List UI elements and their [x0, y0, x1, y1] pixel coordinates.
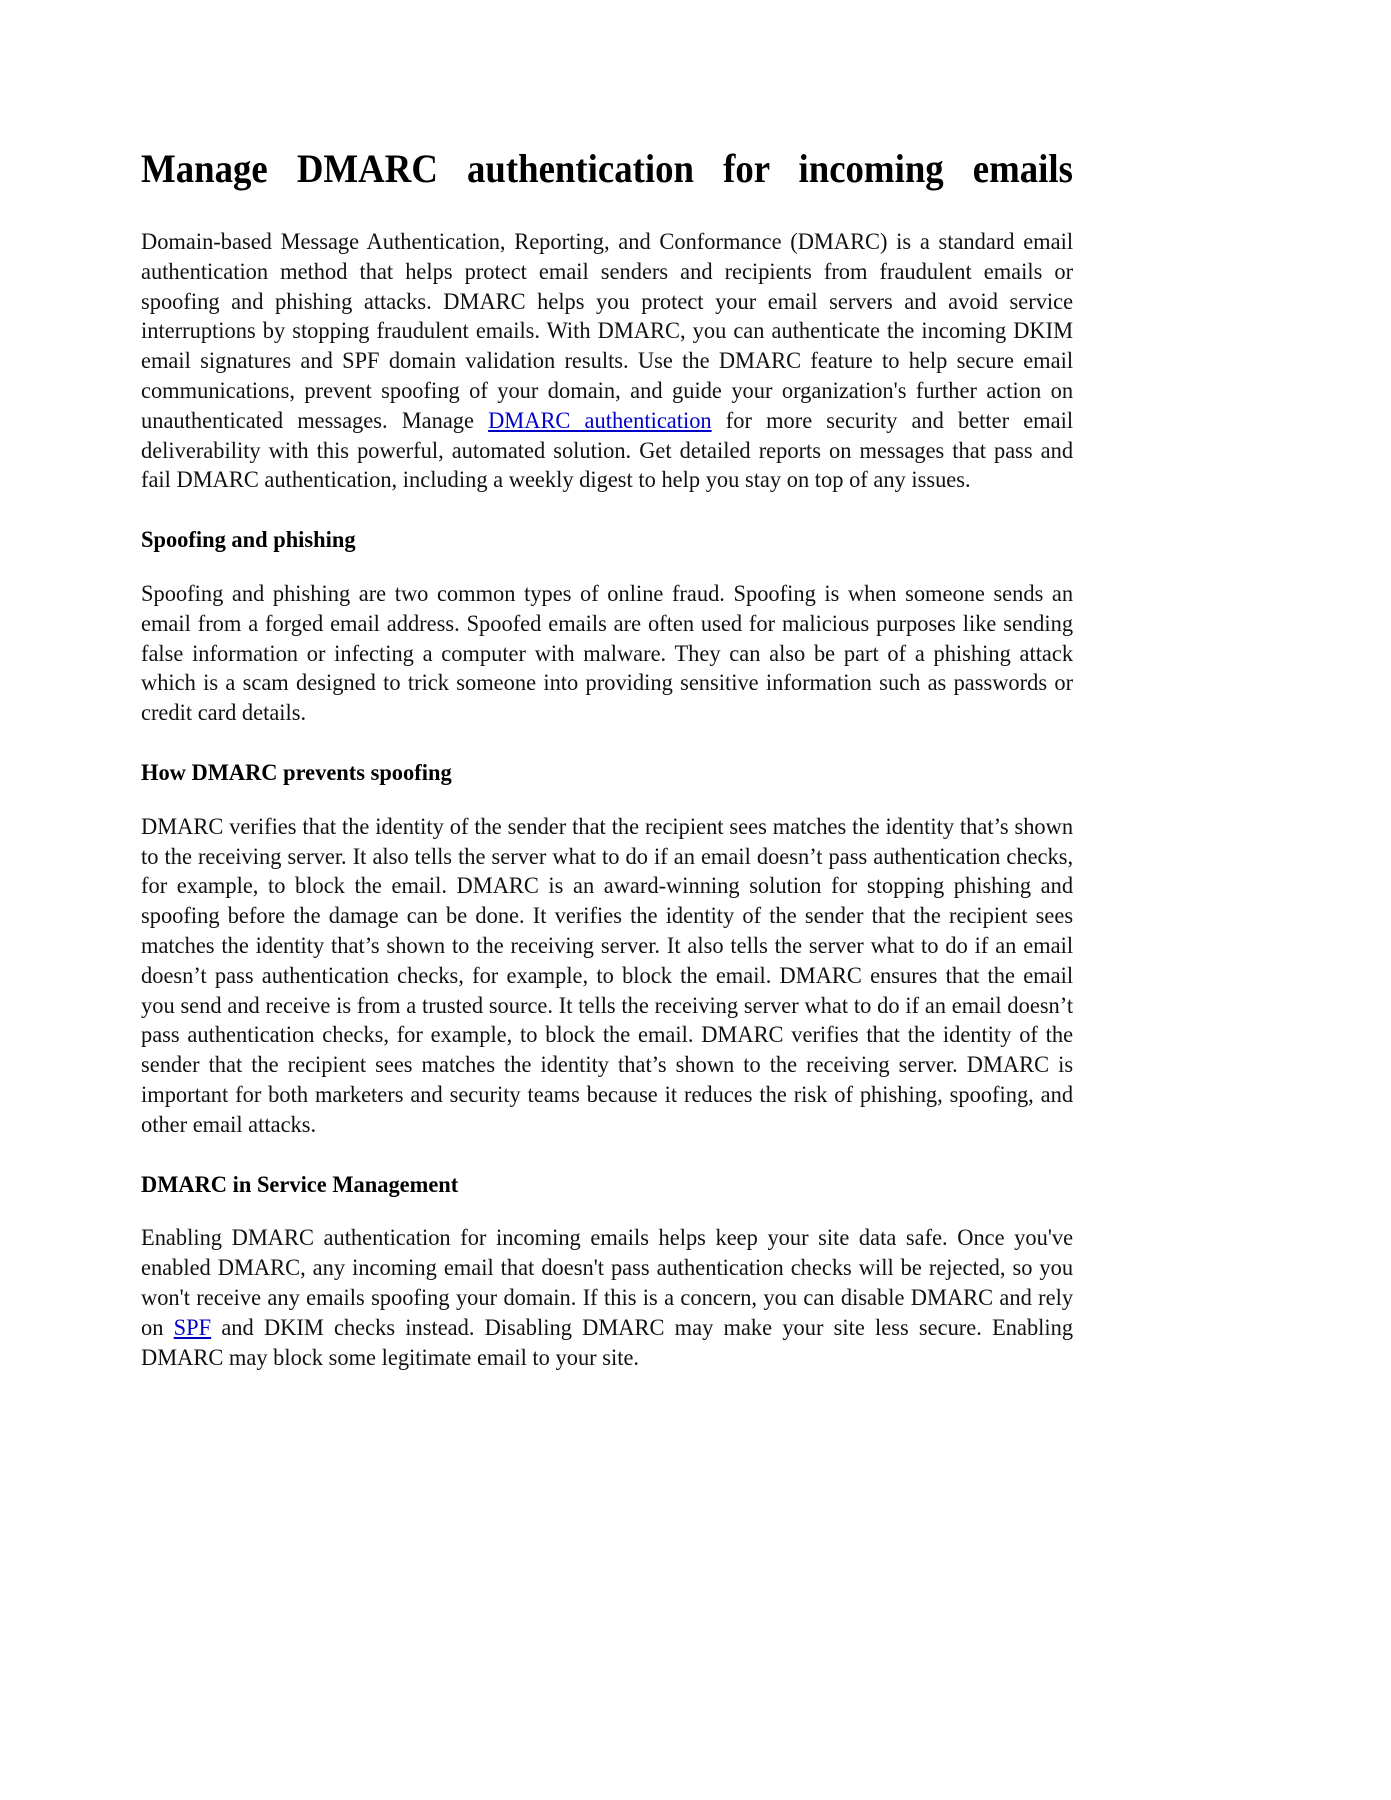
paragraph-spoofing-and-phishing [141, 556, 1073, 729]
hyperlink-dmarc-authentication[interactable]: DMARC authentication [488, 407, 712, 434]
section-heading-dmarc-in-service-management: DMARC in Service Management [141, 1171, 459, 1198]
hyperlink-spf[interactable]: SPF [173, 1314, 212, 1341]
paragraph-dmarc-in-service-management [141, 1200, 1073, 1373]
paragraph-text: Enabling DMARC authentication for incoming emails helps keep your site data safe. Once you've enabled DMARC, any incoming email that doesn't pass authentication checks will be rejected, so you won't receive any emails spoofing your domain. If this is a concern, you can disable DMARC and rely on [141, 1225, 1074, 1341]
paragraph-intro [141, 196, 1073, 496]
paragraph-text: DMARC verifies that the identity of the sender that the recipient sees matches the identity that’s shown to the receiving server. It also tells the server what to do if an email doesn’t pass authentication checks, for example, to block the email. DMARC is an award-winning solution for stopping phishing and spoofing before the damage can be done. It verifies the identity of the sender that the recipient sees matches the identity that’s shown to the receiving server. It also tells the server what to do if an email doesn’t pass authentication checks, for example, to block the email. DMARC ensures that the email you send and receive is from a trusted source. It tells the receiving server what to do if an email doesn’t pass authentication checks, for example, to block the email. DMARC verifies that the identity of the sender that the recipient sees matches the identity that’s shown to the receiving server. DMARC is important for both marketers and security teams because it reduces the risk of phishing, spoofing, and other email attacks. [141, 813, 1074, 1138]
paragraph-text: Domain-based Message Authentication, Reporting, and Conformance (DMARC) is a standard email authentication method that helps protect email senders and recipients from fraudulent emails or spoofing and phishing attacks. DMARC helps you protect your email servers and avoid service interruptions by stopping fraudulent emails. With DMARC, you can authenticate the incoming DKIM email signatures and SPF domain validation results. Use the DMARC feature to help secure email communications, prevent spoofing of your domain, and guide your organization's further action on unauthenticated messages. Manage [141, 229, 1074, 434]
page-bottom-spacer [141, 1373, 1073, 1613]
document-content [141, 0, 1073, 1613]
paragraph-text: Spoofing and phishing are two common types of online fraud. Spoofing is when someone sends an email from a forged email address. Spoofed emails are often used for malicious purposes like sending false information or infecting a computer with malware. They can also be part of a phishing attack which is a scam designed to trick someone into providing sensitive information such as passwords or credit card details. [141, 580, 1074, 727]
section-heading-how-dmarc-prevents-spoofing: How DMARC prevents spoofing [141, 759, 452, 786]
paragraph-how-dmarc-prevents-spoofing [141, 789, 1073, 1141]
paragraph-text: and DKIM checks instead. Disabling DMARC may make your site less secure. Enabling DMARC may block some legitimate email to your site. [141, 1314, 1074, 1371]
page-title: Manage DMARC authentication for incoming emails [141, 146, 1073, 191]
document-sections [141, 196, 1073, 1373]
paragraph-text: for more security and better email deliverability with this powerful, automated solution. Get detailed reports on messages that pass and fail DMARC authentication, including a weekly digest to help you stay on top of any issues. [141, 407, 1074, 494]
section-heading-spoofing-and-phishing: Spoofing and phishing [141, 527, 356, 554]
